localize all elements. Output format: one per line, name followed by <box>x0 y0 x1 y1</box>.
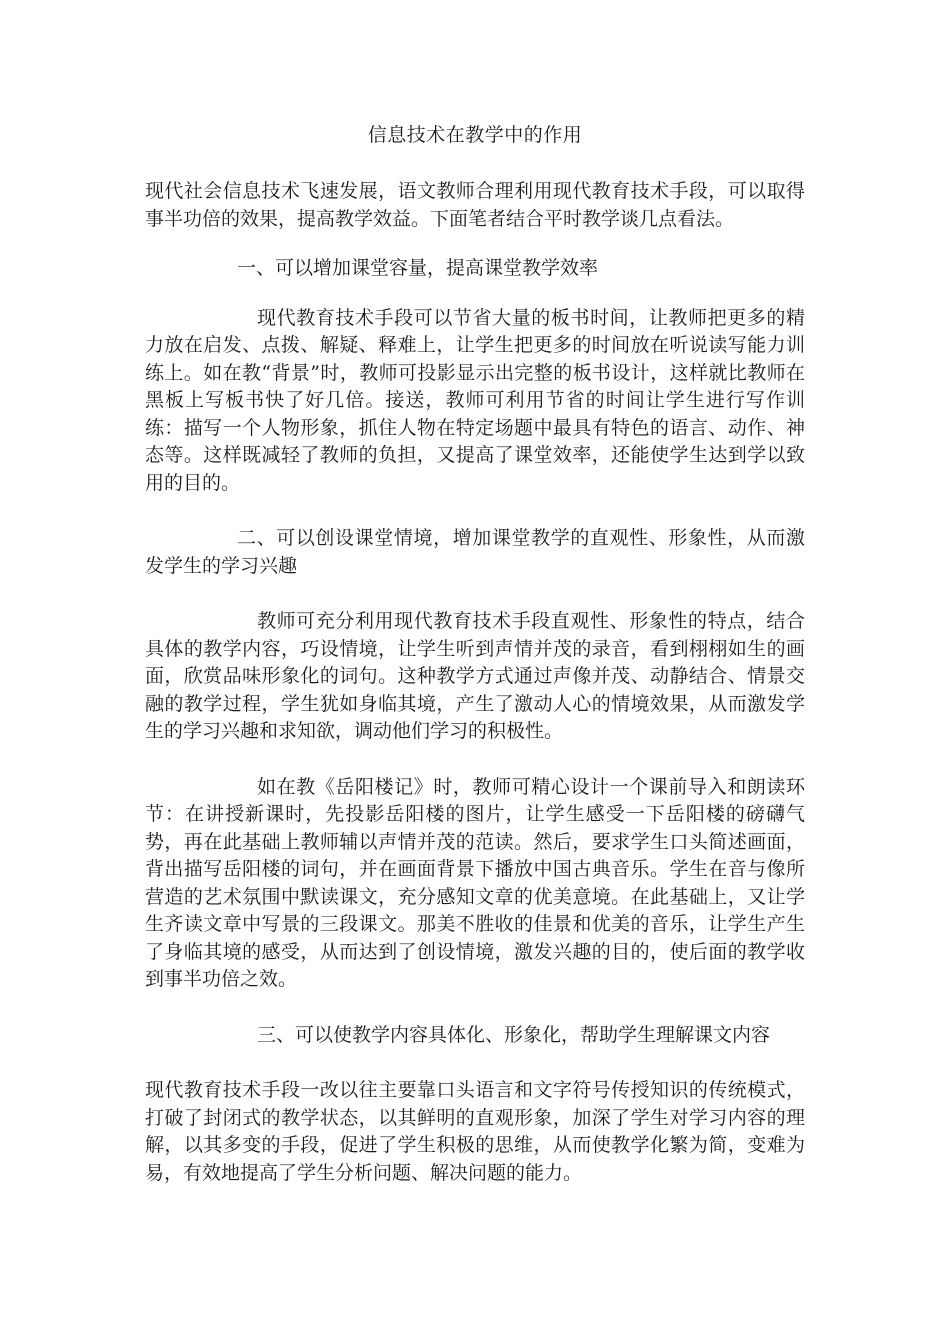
section-1-heading: 一、可以增加课堂容量，提高课堂教学效率 <box>237 257 599 279</box>
section-3-heading: 三、可以使教学内容具体化、形象化，帮助学生理解课文内容 <box>257 1023 771 1046</box>
intro-paragraph: 现代社会信息技术飞速发展，语文教师合理利用现代教育技术手段，可以取得事半功倍的效果，提高教学效益。下面笔者结合平时教学谈几点看法。 <box>145 180 805 230</box>
section-2-heading: 二、可以创设课堂情境，增加课堂教学的直观性、形象性，从而激发学生的学习兴趣 <box>145 527 805 577</box>
section-3-paragraph-1: 现代教育技术手段一改以往主要靠口头语言和文字符号传授知识的传统模式，打破了封闭式的教学状态，以其鲜明的直观形象，加深了学生对学习内容的理解，以其多变的手段，促进了学生积极的思维，从而使教学化繁为简，变难为易，有效地提高了学生分析问题、解决问题的能力。 <box>145 1079 805 1184</box>
section-2-paragraph-2: 如在教《岳阳楼记》时，教师可精心设计一个课前导入和朗读环节：在讲授新课时，先投影岳阳楼的图片，让学生感受一下岳阳楼的磅礴气势，再在此基础上教师辅以声情并茂的范读。然后，要求学生口头简述画面，背出描写岳阳楼的词句，并在画面背景下播放中国古典音乐。学生在音与像所营造的艺术氛围中默读课文，充分感知文章的优美意境。在此基础上，又让学生齐读文章中写景的三段课文。那美不胜收的佳景和优美的音乐，让学生产生了身临其境的感受，从而达到了创设情境，激发兴趣的目的，使后面的教学收到事半功倍之效。 <box>145 775 805 990</box>
section-1-paragraph-1: 现代教育技术手段可以节省大量的板书时间，让教师把更多的精力放在启发、点拨、解疑、释难上，让学生把更多的时间放在听说读写能力训练上。如在教“背景”时，教师可投影显示出完整的板书设计，这样就比教师在黑板上写板书快了好几倍。接送，教师可利用节省的时间让学生进行写作训练：描写一个人物形象，抓住人物在特定场题中最具有特色的语言、动作、神态等。这样既减轻了教师的负担，又提高了课堂效率，还能使学生达到学以致用的目的。 <box>145 306 805 494</box>
document-page <box>145 122 805 1187</box>
document-title: 信息技术在教学中的作用 <box>367 124 583 146</box>
section-2-paragraph-1: 教师可充分利用现代教育技术手段直观性、形象性的特点，结合具体的教学内容，巧设情境，让学生听到声情并茂的录音，看到栩栩如生的画面，欣赏品味形象化的词句。这种教学方式通过声像并茂、动静结合、情景交融的教学过程，学生犹如身临其境，产生了激动人心的情境效果，从而激发学生的学习兴趣和求知欲，调动他们学习的积极性。 <box>145 610 805 742</box>
